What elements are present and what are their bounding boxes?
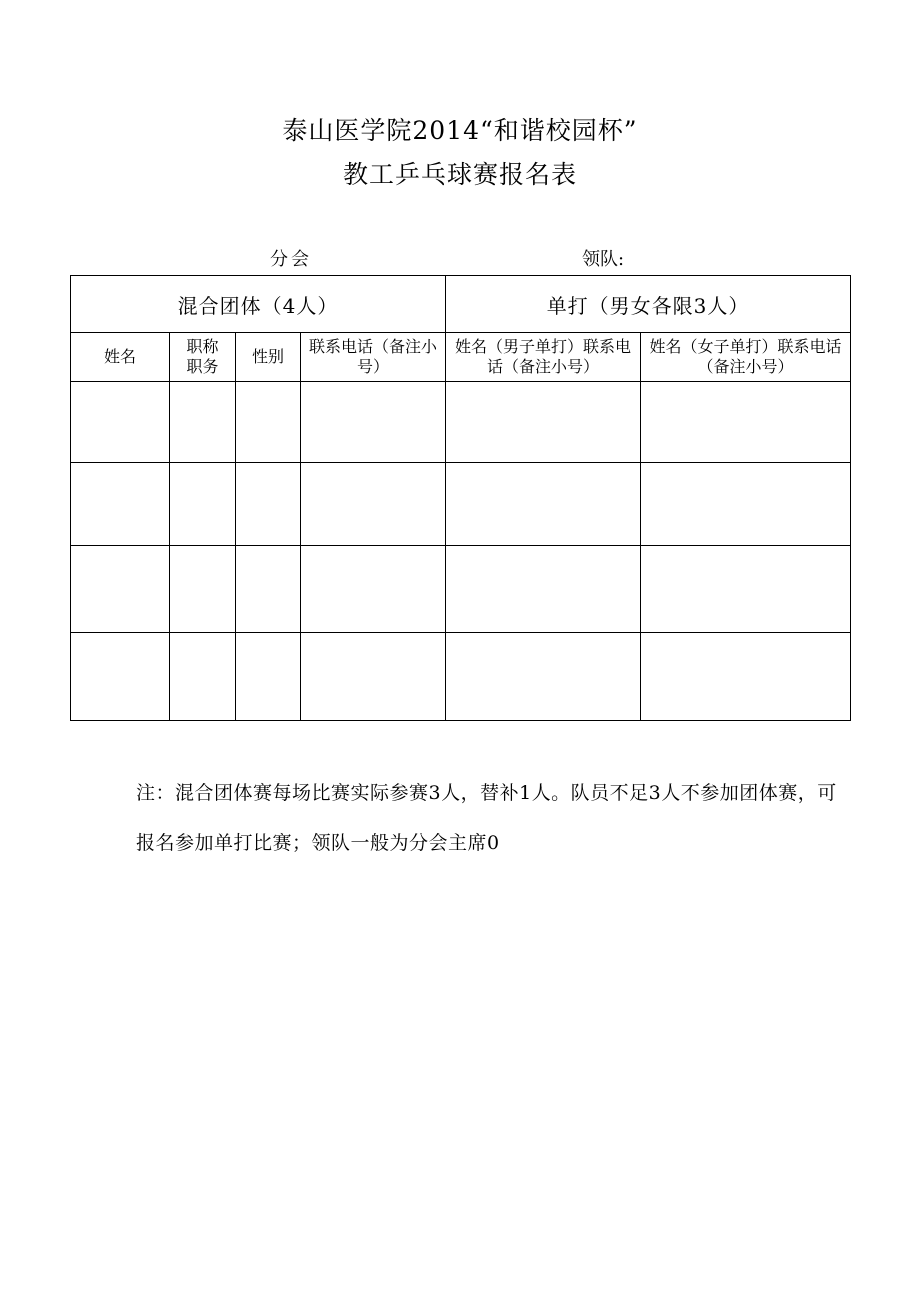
column-header-phone-text: 联系电话（备注小号）	[309, 337, 438, 376]
cell-male-singles[interactable]	[446, 382, 641, 463]
mixed-team-header: 混合团体（4人）	[71, 276, 446, 333]
cell-name[interactable]	[71, 382, 170, 463]
branch-label: 分会	[270, 249, 312, 270]
cell-gender[interactable]	[236, 546, 301, 633]
column-header-row	[71, 333, 851, 382]
cell-female-singles[interactable]	[641, 382, 851, 463]
cell-title-position[interactable]	[170, 633, 236, 721]
cell-phone[interactable]	[301, 463, 446, 546]
cell-name[interactable]	[71, 463, 170, 546]
cell-male-singles[interactable]	[446, 546, 641, 633]
cell-phone[interactable]	[301, 546, 446, 633]
cell-name[interactable]	[71, 633, 170, 721]
table-row	[71, 382, 851, 463]
table-row	[71, 463, 851, 546]
cell-title-position[interactable]	[170, 463, 236, 546]
column-header-name	[71, 333, 170, 382]
column-header-female-singles	[641, 333, 851, 382]
document-title-line2: 教工乒乓球赛报名表	[342, 160, 577, 189]
column-header-male-singles-text: 姓名（男子单打）联系电话（备注小号）	[455, 337, 632, 376]
note-text: 注：混合团体赛每场比赛实际参赛3人，替补1人。队员不足3人不参加团体赛，可报名参加单打比赛；领队一般为分会主席0	[136, 782, 837, 854]
cell-male-singles[interactable]	[446, 463, 641, 546]
registration-table	[70, 275, 851, 721]
column-header-name-text: 姓名	[103, 347, 136, 366]
table-row	[71, 546, 851, 633]
column-header-title-position-text: 职称职务	[186, 337, 219, 376]
cell-phone[interactable]	[301, 633, 446, 721]
column-header-female-singles-text: 姓名（女子单打）联系电话（备注小号）	[649, 337, 842, 376]
cell-title-position[interactable]	[170, 382, 236, 463]
column-header-gender	[236, 333, 301, 382]
cell-name[interactable]	[71, 546, 170, 633]
document-title-line1: 泰山医学院2014“和谐校园杯”	[282, 116, 638, 145]
cell-male-singles[interactable]	[446, 633, 641, 721]
cell-phone[interactable]	[301, 382, 446, 463]
cell-female-singles[interactable]	[641, 463, 851, 546]
column-header-title-position	[170, 333, 236, 382]
group-header-row	[71, 276, 851, 333]
column-header-male-singles	[446, 333, 641, 382]
cell-gender[interactable]	[236, 633, 301, 721]
table-row	[71, 633, 851, 721]
cell-title-position[interactable]	[170, 546, 236, 633]
column-header-gender-text: 性别	[251, 347, 284, 366]
cell-female-singles[interactable]	[641, 633, 851, 721]
cell-female-singles[interactable]	[641, 546, 851, 633]
singles-header: 单打（男女各限3人）	[446, 276, 851, 333]
cell-gender[interactable]	[236, 463, 301, 546]
leader-label: 领队:	[582, 249, 625, 270]
column-header-phone	[301, 333, 446, 382]
cell-gender[interactable]	[236, 382, 301, 463]
